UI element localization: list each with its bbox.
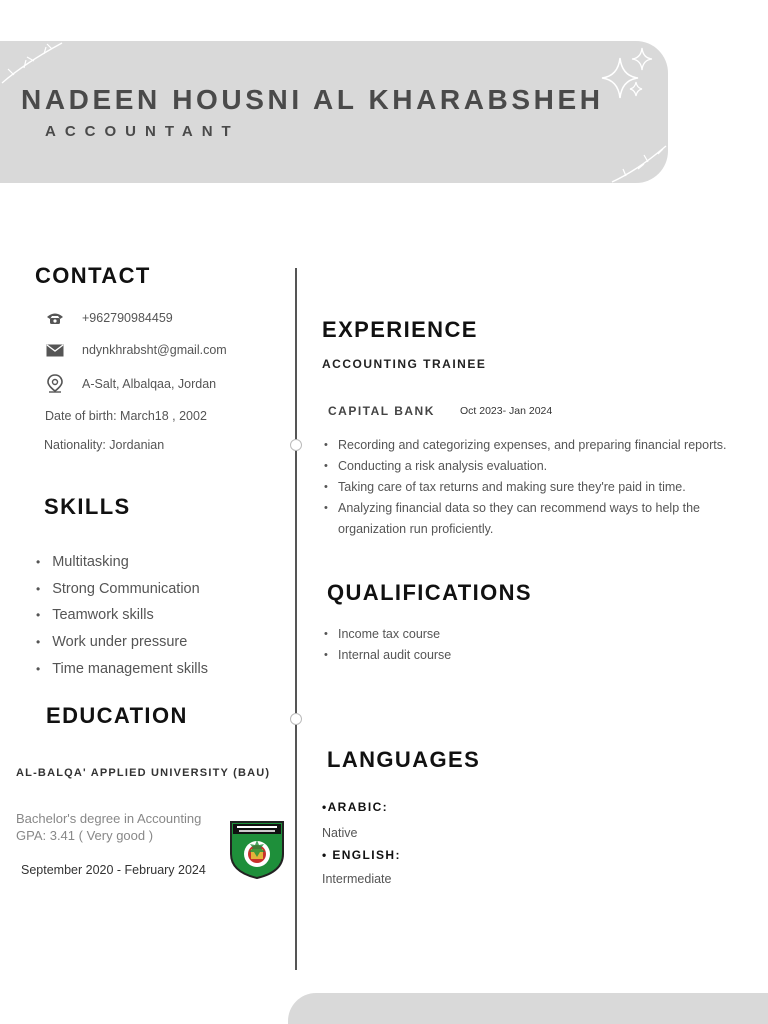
gpa: GPA: 3.41 ( Very good ): [16, 828, 154, 843]
skill-item: • Multitasking: [36, 549, 208, 576]
qualifications-list: [322, 624, 742, 666]
date-of-birth: Date of birth: March18 , 2002: [45, 409, 207, 423]
experience-heading: EXPERIENCE: [322, 317, 478, 342]
skill-item: • Time management skills: [36, 655, 208, 682]
address-text: A-Salt, Albalqaa, Jordan: [82, 377, 217, 391]
duty-item: • Analyzing financial data so they can recommend ways to help the organization run proficiently.: [322, 498, 742, 540]
qualifications-heading: QUALIFICATIONS: [327, 580, 532, 605]
experience-duties: [322, 435, 742, 540]
languages-heading: LANGUAGES: [327, 747, 481, 772]
sparkle-stars-icon: [596, 44, 658, 104]
qualification-item: • Income tax course: [322, 624, 742, 645]
contact-heading: CONTACT: [35, 263, 151, 288]
language-level: Intermediate: [322, 872, 392, 886]
contact-phone: [44, 309, 173, 327]
phone-icon: [44, 309, 66, 327]
university-logo: [229, 820, 285, 880]
divider-node: [290, 713, 302, 725]
language-name: •ARABIC:: [322, 800, 389, 814]
university-name: AL-BALQA' APPLIED UNIVERSITY (BAU): [16, 767, 271, 779]
candidate-name: NADEEN HOUSNI AL KHARABSHEH: [21, 84, 604, 115]
phone-number: +962790984459: [82, 311, 173, 325]
employment-period: Oct 2023- Jan 2024: [460, 405, 553, 417]
branch-decoration-icon: [608, 140, 668, 183]
job-title: ACCOUNTANT: [45, 123, 240, 140]
company-name: CAPITAL BANK: [328, 404, 435, 418]
footer-band: [288, 993, 768, 1024]
duty-item: • Conducting a risk analysis evaluation.: [322, 456, 742, 477]
skill-item: • Work under pressure: [36, 629, 208, 656]
duty-item: • Recording and categorizing expenses, and preparing financial reports.: [322, 435, 742, 456]
nationality: Nationality: Jordanian: [44, 438, 165, 452]
duty-item: • Taking care of tax returns and making sure they're paid in time.: [322, 477, 742, 498]
language-name: • ENGLISH:: [322, 848, 401, 862]
contact-email: [44, 341, 227, 359]
degree: Bachelor's degree in Accounting: [16, 811, 202, 826]
location-pin-icon: [44, 375, 66, 393]
qualification-item: • Internal audit course: [322, 645, 742, 666]
position-title: ACCOUNTING TRAINEE: [322, 357, 487, 371]
skill-item: • Teamwork skills: [36, 602, 208, 629]
column-divider: [295, 268, 297, 970]
contact-address: [44, 375, 216, 393]
skills-heading: SKILLS: [44, 494, 131, 519]
email-address: ndynkhrabsht@gmail.com: [82, 343, 227, 357]
skills-list: [36, 549, 208, 682]
education-dates: September 2020 - February 2024: [21, 863, 206, 877]
language-level: Native: [322, 826, 358, 840]
education-heading: EDUCATION: [46, 703, 188, 728]
skill-item: • Strong Communication: [36, 576, 208, 603]
envelope-icon: [44, 341, 66, 359]
divider-node: [290, 439, 302, 451]
